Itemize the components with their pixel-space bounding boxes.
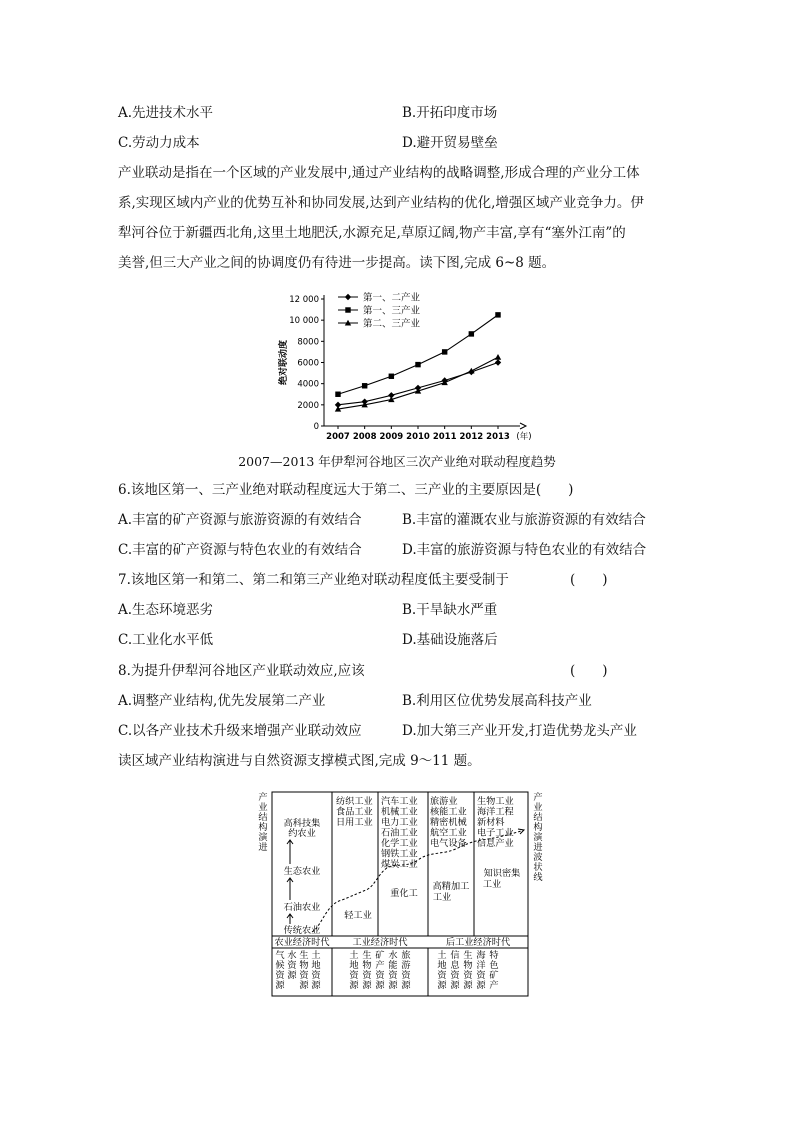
q7-stem: 7.该地区第一和第二、第二和第三产业绝对联动程度低主要受制于 [118,572,509,588]
resource-char: 源 [401,980,411,991]
data-point-square [469,331,474,336]
resource-char: 信 [450,950,460,961]
resource-char: 游 [401,960,411,971]
x-axis-label: (年) [516,432,532,442]
x-tick-label: 2012 [459,432,484,442]
industry-diagram [256,786,552,1002]
resource-char: 资 [275,970,285,981]
heavy-industry-item: 石油工业 [381,827,418,839]
heavy-industry-item: 汽车工业 [381,796,418,807]
q7-option-d: D.基础设施落后 [402,632,498,648]
ag-item: 高科技集 [283,818,321,829]
q8-option-c: C.以各产业技术升级来增强产业联动效应 [118,723,362,739]
y-tick-label: 12 000 [289,295,319,305]
x-tick-label: 2009 [379,432,404,442]
resource-char: 地 [349,960,359,971]
resource-char: 源 [275,980,285,991]
resource-char: 能 [388,960,398,971]
resource-char: 资 [375,970,385,981]
q6-option-a: A.丰富的矿产资源与旅游资源的有效结合 [118,512,362,528]
y-axis-label: 绝对联动度 [279,339,289,386]
q8-stem: 8.为提升伊犁河谷地区产业联动效应,应该 [118,663,365,679]
intro-2: 读区域产业结构演进与自然资源支撑模式图,完成 9～11 题。 [118,753,481,769]
left-axis-char: 业 [258,802,268,813]
legend-label: 第一、二产业 [363,292,421,304]
resource-char: 物 [463,960,473,971]
right-axis-char: 业 [533,802,543,813]
resource-char: 生 [299,950,309,961]
resource-char: 气 [275,950,285,961]
precision-industry-item: 电气设备 [430,838,467,849]
resource-char: 物 [362,960,372,971]
resource-char: 息 [450,960,460,971]
stage-precision-industry: 工业 [432,892,452,903]
stage-knowledge-industry: 工业 [482,879,502,890]
resource-char: 资 [463,970,473,981]
q6-option-d: D.丰富的旅游资源与特色农业的有效结合 [402,542,647,558]
data-point-square [345,307,350,312]
light-industry-item: 日用工业 [336,817,373,828]
light-industry-item: 纺织工业 [336,796,373,807]
stage-precision-industry: 高精加工 [432,881,470,892]
resource-char: 候 [275,960,285,971]
q5-option-d: D.避开贸易壁垒 [402,135,498,151]
data-point-square [362,383,367,388]
stage-heavy-industry: 重化工 [390,888,418,899]
resource-char: 特 [489,950,499,961]
y-tick-label: 0 [313,422,319,432]
resource-char: 源 [287,970,297,981]
y-tick-label: 6000 [297,358,319,369]
diagram-svg [256,786,552,1002]
right-axis-char: 结 [533,812,543,823]
data-point-square [495,312,500,317]
resource-char: 源 [388,980,398,991]
line-chart [272,288,532,448]
resource-char: 资 [450,970,460,981]
resource-char: 资 [349,970,359,981]
q8-option-d: D.加大第三产业开发,打造优势龙头产业 [402,723,637,739]
right-axis-char: 产 [533,792,543,803]
resource-char: 源 [349,980,359,991]
resource-char: 源 [450,980,460,991]
stage-knowledge-industry: 知识密集 [483,868,521,879]
resource-char: 水 [388,950,398,961]
heavy-industry-item: 化学工业 [381,838,418,849]
x-tick-label: 2013 [486,432,510,442]
era-industrial: 工业经济时代 [352,937,408,948]
legend-label: 第一、三产业 [363,305,421,317]
precision-industry-item: 航空工业 [430,827,467,839]
resource-char: 土 [311,950,321,961]
q6-option-b: B.丰富的灌溉农业与旅游资源的有效结合 [402,512,646,528]
data-point-square [442,349,447,354]
resource-char: 色 [489,960,499,971]
legend-label: 第二、三产业 [363,318,421,330]
precision-industry-item: 精密机械 [430,817,467,828]
q6-stem: 6.该地区第一、三产业绝对联动程度远大于第二、三产业的主要原因是( ) [118,482,574,498]
precision-industry-item: 旅游业 [430,796,458,807]
ag-item: 生态农业 [283,866,321,877]
data-point-square [415,362,420,367]
left-axis-char: 构 [258,822,268,833]
resource-char: 产 [375,960,385,971]
resource-char: 土 [437,950,447,961]
q5-option-a: A.先进技术水平 [118,105,214,121]
x-tick-label: 2011 [432,432,457,442]
q7-option-b: B.干旱缺水严重 [402,602,498,618]
ag-item: 石油农业 [283,902,321,913]
light-industry-item: 食品工业 [336,806,373,818]
x-tick-label: 2007 [326,432,350,442]
resource-char: 水 [287,950,297,961]
resource-char: 源 [463,980,473,991]
knowledge-industry-item: 新材料 [477,817,505,828]
q6-option-c: C.丰富的矿产资源与特色农业的有效结合 [118,542,362,558]
resource-char: 源 [311,980,321,991]
resource-char: 产 [489,980,499,991]
stage-light-industry: 轻工业 [344,910,372,921]
x-tick-label: 2008 [352,432,377,442]
right-axis-char: 进 [533,842,543,853]
heavy-industry-item: 机械工业 [381,806,418,818]
left-axis-char: 产 [258,792,268,803]
resource-char: 资 [388,970,398,981]
left-axis-char: 进 [258,842,268,853]
q7-option-a: A.生态环境恶劣 [118,602,214,618]
resource-char: 资 [362,970,372,981]
resource-char: 生 [362,950,372,961]
q7-paren: ( ) [570,572,608,588]
era-agriculture: 农业经济时代 [274,937,330,948]
y-tick-label: 10 000 [289,316,319,327]
q5-option-b: B.开拓印度市场 [402,105,498,121]
q8-option-b: B.利用区位优势发展高科技产业 [402,693,592,709]
resource-char: 海 [476,950,486,961]
intro-line-2: 系,实现区域内产业的优势互补和协同发展,达到产业结构的优化,增强区域产业竞争力。伊 [118,195,644,211]
resource-char: 资 [287,960,297,971]
resource-char: 洋 [476,960,486,971]
heavy-industry-item: 煤炭工业 [381,859,418,870]
intro-line-3: 犁河谷位于新疆西北角,这里土地肥沃,水源充足,草原辽阔,物产丰富,享有“塞外江南”的 [118,225,626,241]
knowledge-industry-item: 信息产业 [477,838,514,849]
resource-char: 资 [476,970,486,981]
resource-char: 物 [299,960,309,971]
right-axis-char: 构 [533,822,543,833]
resource-char: 资 [401,970,411,981]
knowledge-industry-item: 海洋工程 [477,806,514,818]
data-point-square [335,392,340,397]
right-axis-char: 状 [533,862,543,873]
data-point-triangle [495,354,501,360]
resource-char: 资 [311,970,321,981]
intro-line-4: 美誉,但三大产业之间的协调度仍有待进一步提高。读下图,完成 6~8 题。 [118,255,556,271]
resource-char: 资 [437,970,447,981]
resource-char: 矿 [489,970,499,981]
data-point-square [389,374,394,379]
intro-line-1: 产业联动是指在一个区域的产业发展中,通过产业结构的战略调整,形成合理的产业分工体 [118,165,640,181]
resource-char: 矿 [375,950,385,961]
right-axis-char: 波 [533,852,543,863]
data-point-diamond [345,294,351,300]
left-axis-char: 结 [258,812,268,823]
resource-char: 源 [437,980,447,991]
resource-char: 土 [349,950,359,961]
y-tick-label: 8000 [297,337,319,348]
resource-char: 源 [476,980,486,991]
left-axis-char: 演 [258,832,268,843]
knowledge-industry-item: 电子工业 [477,827,514,839]
x-axis-arrow [520,423,526,429]
resource-char: 生 [463,950,473,961]
resource-char: 源 [299,980,309,991]
chart-title: 2007—2013 年伊犁河谷地区三次产业绝对联动程度趋势 [238,454,556,469]
right-axis-char: 线 [533,872,543,883]
precision-industry-item: 核能工业 [430,806,467,818]
era-post-industrial: 后工业经济时代 [445,937,511,948]
heavy-industry-item: 钢铁工业 [381,848,418,860]
y-tick-label: 4000 [297,379,319,390]
resource-char: 地 [437,960,447,971]
resource-char: 源 [362,980,372,991]
knowledge-industry-item: 生物工业 [477,796,514,807]
heavy-industry-item: 电力工业 [381,817,418,828]
resource-char: 旅 [401,950,411,961]
chart-svg [272,288,532,448]
ag-item: 约农业 [288,828,316,839]
x-tick-label: 2010 [406,432,430,442]
resource-char: 源 [375,980,385,991]
ag-item: 传统农业 [283,925,321,936]
data-point-diamond [495,359,501,365]
y-tick-label: 2000 [297,400,319,411]
q7-option-c: C.工业化水平低 [118,632,214,648]
resource-char: 资 [299,970,309,981]
q8-option-a: A.调整产业结构,优先发展第二产业 [118,693,326,709]
q8-paren: ( ) [570,663,608,679]
resource-char: 地 [311,960,321,971]
right-axis-char: 演 [533,832,543,843]
q5-option-c: C.劳动力成本 [118,135,200,151]
